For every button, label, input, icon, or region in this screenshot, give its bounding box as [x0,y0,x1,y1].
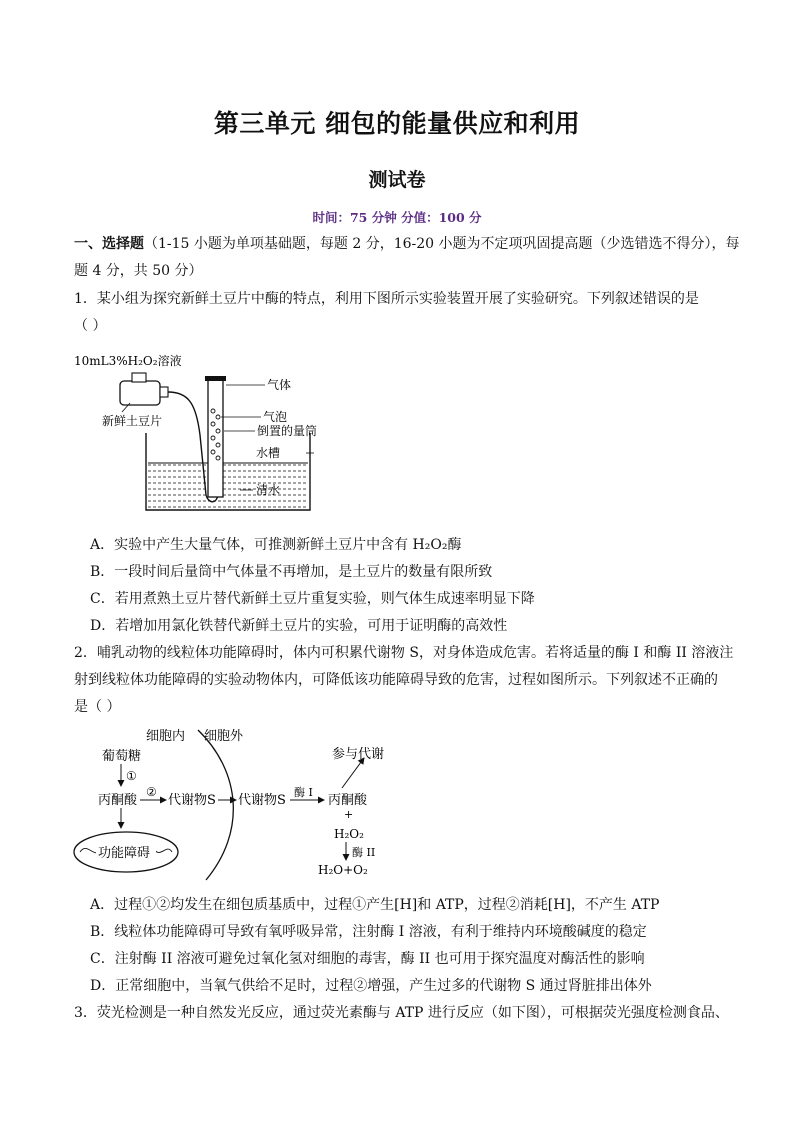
q1-bubble-label: 气泡 [263,410,288,424]
q2-plus: + [344,808,354,821]
q2-products: H₂O+O₂ [318,863,368,877]
section-heading: 一、选择题 [74,236,144,252]
q2-step1: ① [126,769,137,783]
q1-option-a: A．实验中产生大量气体，可推测新鲜土豆片中含有 H₂O₂酶 [90,537,462,553]
q1-apparatus-figure [70,345,330,520]
q2-glucose: 葡萄糖 [102,749,142,764]
section-desc: （1-15 小题为单项基础题，每题 2 分，16-20 小题为不定项巩固提高题（少选错选不得分），每 [144,236,740,252]
q2-metabolism: 参与代谢 [332,747,385,762]
q2-pyruvate: 丙酮酸 [98,793,138,808]
section-desc-2: 题 4 分，共 50 分） [74,263,203,279]
bottle-shape [120,381,160,405]
q2-option-c: C．注射酶 II 溶液可避免过氧化氢对细胞的毒害，酶 II 也可用于探究温度对酶活性的影响 [90,951,645,967]
q2-inside-label: 细胞内 [146,729,186,744]
exam-meta: 时间：75 分钟 分值：100 分 [312,210,482,225]
q1-solution-label: 10mL3%H₂O₂溶液 [74,354,182,368]
bottle-outlet [160,387,168,397]
q2-enzyme1: 酶 I [294,786,313,799]
q1-potato-label: 新鲜土豆片 [102,414,163,428]
q2-stem-line2: 射到线粒体功能障碍的实验动物体内，可降低该功能障碍导致的危害，过程如图所示。下列叙述不正确的 [74,672,718,688]
page-subtitle: 测试卷 [368,169,426,191]
water-hatching [148,465,308,507]
q2-metabolite-in: 代谢物S [168,793,216,808]
q2-enzyme2: 酶 II [352,846,376,859]
page-title: 第三单元 细包的能量供应和利用 [213,109,581,138]
q1-water-label: 清水 [256,483,281,497]
bottle-neck [132,373,146,382]
cylinder-base [205,376,226,381]
q1-option-d: D．若增加用氯化铁替代新鲜土豆片的实验，可用于证明酶的高效性 [90,618,508,634]
q2-dysfunction: 功能障碍 [98,846,151,861]
q2-step2: ② [146,785,157,799]
q2-pyruvate-out: 丙酮酸 [328,793,368,808]
q1-option-c: C．若用煮熟土豆片替代新鲜土豆片重复实验，则气体生成速率明显下降 [90,591,535,607]
q2-option-d: D．正常细胞中，当氧气供给不足时，过程②增强，产生过多的代谢物 S 通过肾脏排出体外 [90,978,652,994]
q1-tank-label: 水槽 [256,446,281,460]
q3-stem-line1: 3．荧光检测是一种自然发光反应，通过荧光素酶与 ATP 进行反应（如下图），可根据荧光强度检测食品、 [74,1005,729,1021]
q1-gas-label: 气体 [267,378,292,392]
q1-option-b: B．一段时间后量筒中气体量不再增加，是土豆片的数量有限所致 [90,564,493,580]
water-tank [146,433,310,510]
q2-metabolite-out: 代谢物S [238,793,286,808]
q2-option-a: A．过程①②均发生在细包质基质中，过程①产生[H]和 ATP，过程②消耗[H]，不产生 ATP [90,897,660,913]
section-heading-line [74,234,740,254]
q1-stem-line1: 1．某小组为探究新鲜土豆片中酶的特点，利用下图所示实验装置开展了实验研究。下列叙述错误的是 [74,291,699,307]
q2-outside-label: 细胞外 [204,729,244,744]
q2-pathway-figure [66,722,406,882]
q2-option-b: B．线粒体功能障碍可导致有氧呼吸异常，注射酶 I 溶液，有利于维持内环境酸碱度的稳定 [90,924,647,940]
q1-cylinder-label: 倒置的量筒 [257,424,318,438]
q1-stem-line2: （ ） [74,318,107,334]
q2-stem-line1: 2．哺乳动物的线粒体功能障碍时，体内可积累代谢物 S，对身体造成危害。若将适量的酶 I 和酶 II 溶液注 [74,645,734,661]
q2-stem-line3: 是（ ） [74,699,121,715]
inverted-cylinder [208,379,223,497]
q2-h2o2: H₂O₂ [334,827,364,841]
